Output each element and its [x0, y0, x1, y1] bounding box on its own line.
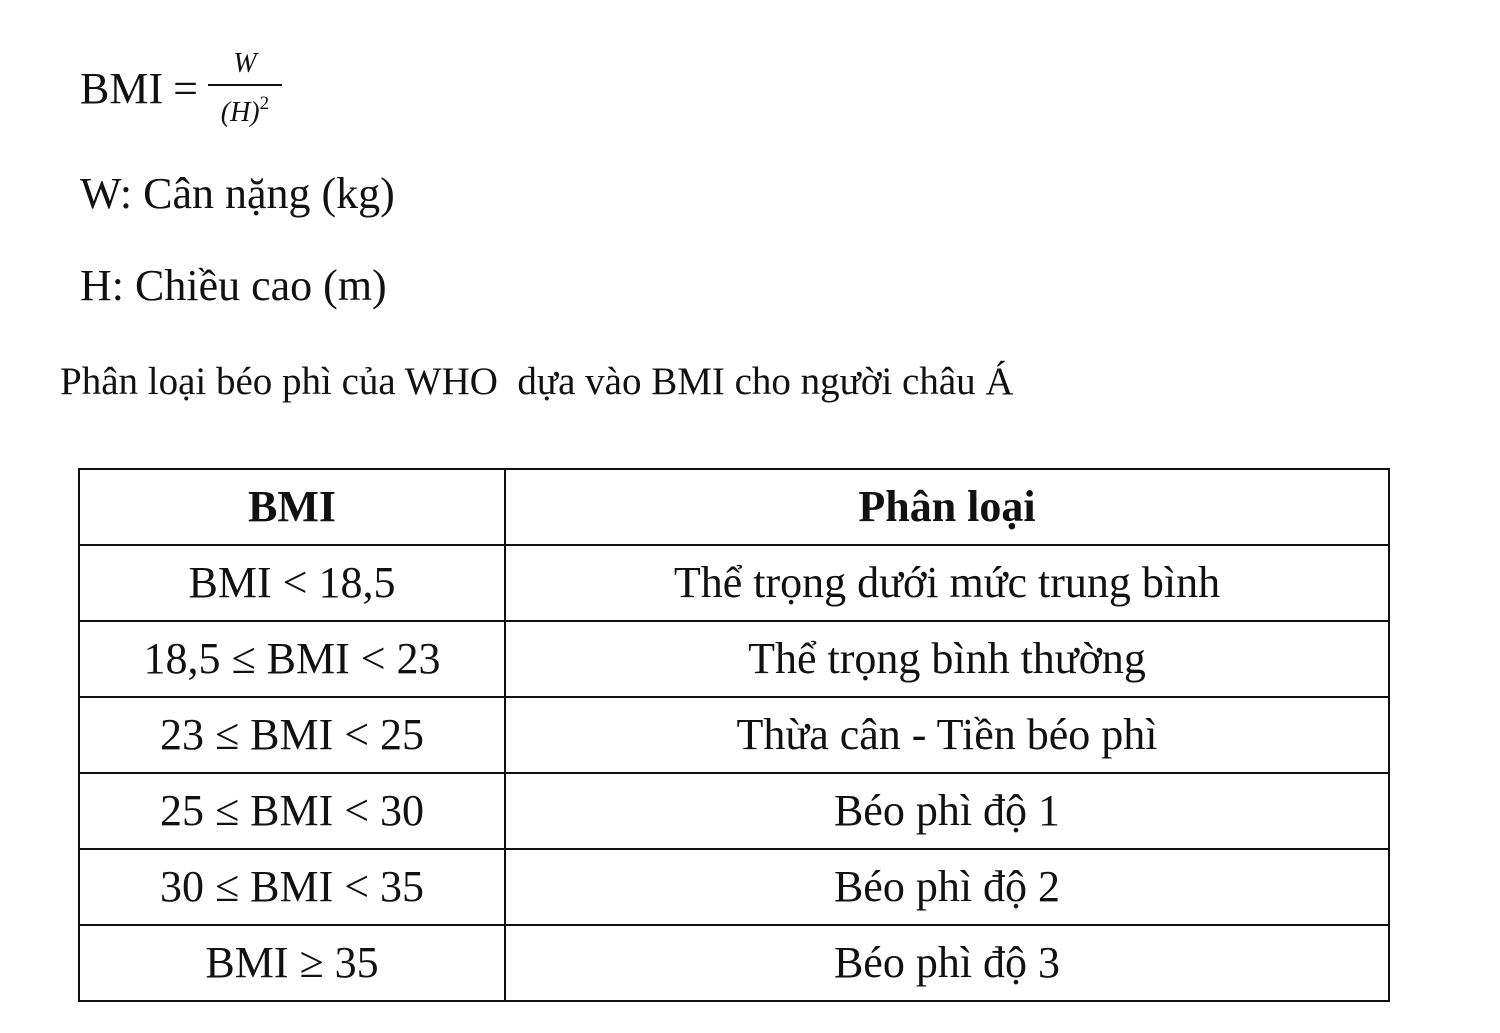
header-bmi: BMI	[79, 469, 505, 545]
formula-denominator	[221, 86, 269, 127]
table-row	[79, 545, 1389, 621]
cell-category: Thừa cân - Tiền béo phì	[505, 697, 1389, 773]
table-header-row	[79, 469, 1389, 545]
cell-category: Béo phì độ 3	[505, 925, 1389, 1001]
cell-bmi-range: 25 ≤ BMI < 30	[79, 773, 505, 849]
cell-bmi-range: BMI ≥ 35	[79, 925, 505, 1001]
cell-category: Thể trọng dưới mức trung bình	[505, 545, 1389, 621]
bmi-formula	[80, 40, 282, 136]
header-classification: Phân loại	[505, 469, 1389, 545]
formula-lhs: BMI	[80, 63, 164, 113]
table-row	[79, 773, 1389, 849]
formula-numerator: W	[233, 47, 257, 79]
table-row	[79, 697, 1389, 773]
cell-bmi-range: 30 ≤ BMI < 35	[79, 849, 505, 925]
definition-height: H: Chiều cao (m)	[80, 261, 387, 310]
cell-bmi-range: 18,5 ≤ BMI < 23	[79, 621, 505, 697]
cell-category: Béo phì độ 1	[505, 773, 1389, 849]
cell-category: Béo phì độ 2	[505, 849, 1389, 925]
formula-exponent: 2	[259, 92, 270, 114]
table-row	[79, 925, 1389, 1001]
formula-denominator-base: (H)	[220, 96, 260, 128]
table-row	[79, 849, 1389, 925]
table-caption: Phân loại béo phì của WHO dựa vào BMI cho người châu Á	[60, 360, 1014, 403]
table-row	[79, 621, 1389, 697]
formula-fraction	[208, 47, 282, 128]
definition-weight: W: Cân nặng (kg)	[80, 169, 395, 218]
cell-category: Thể trọng bình thường	[505, 621, 1389, 697]
cell-bmi-range: BMI < 18,5	[79, 545, 505, 621]
formula-equals: =	[173, 63, 198, 113]
bmi-classification-table	[78, 468, 1390, 1002]
cell-bmi-range: 23 ≤ BMI < 25	[79, 697, 505, 773]
